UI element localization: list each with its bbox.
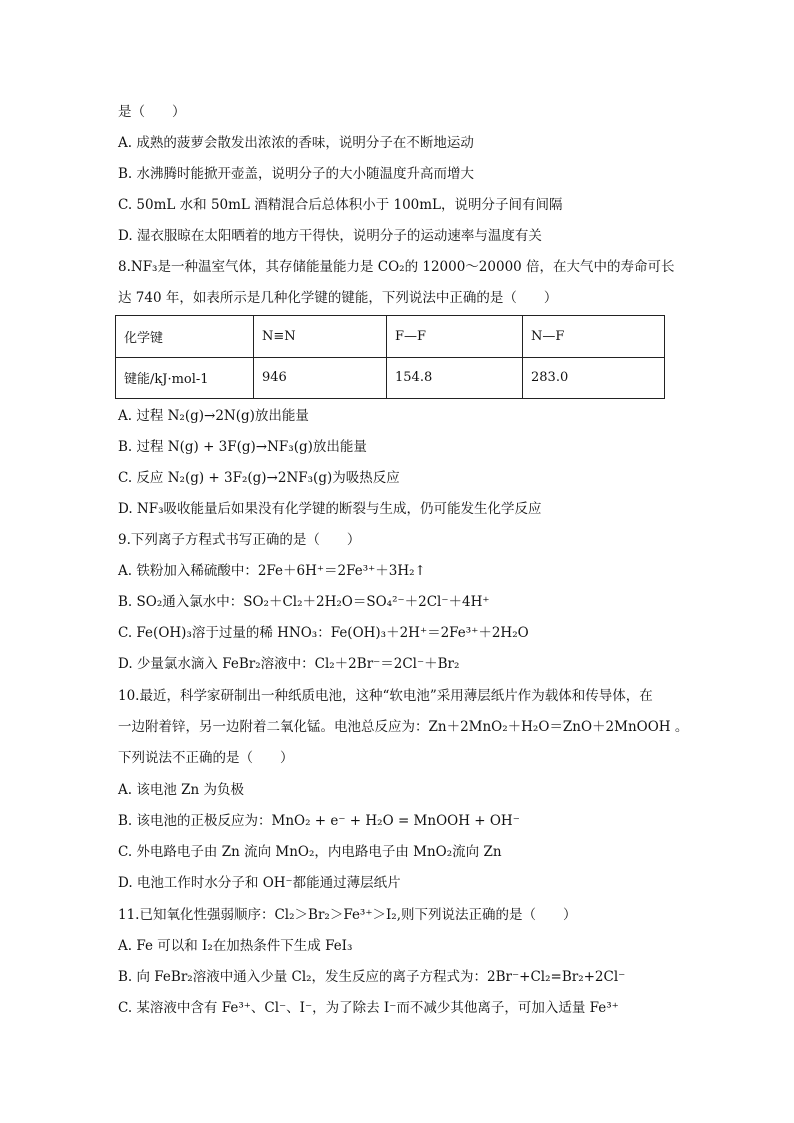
table-header-row — [116, 316, 665, 358]
option-b-q9: B. SO₂通入氯水中：SO₂＋Cl₂＋2H₂O＝SO₄²⁻＋2Cl⁻＋4H⁺ — [118, 594, 490, 610]
option-a-q7: A. 成熟的菠萝会散发出浓浓的香味，说明分子在不断地运动 — [118, 135, 474, 151]
table-row — [116, 357, 665, 399]
option-a-q9: A. 铁粉加入稀硫酸中：2Fe＋6H⁺＝2Fe³⁺＋3H₂↑ — [118, 563, 426, 579]
option-d-q10: D. 电池工作时水分子和 OH⁻都能通过薄层纸片 — [118, 875, 401, 891]
text-line: 是（ ） — [118, 104, 186, 120]
bond-energy-table — [115, 315, 665, 399]
question-10-stem-cont: 一边附着锌，另一边附着二氧化锰。电池总反应为：Zn＋2MnO₂＋H₂O＝ZnO＋2MnOOH 。 — [118, 719, 689, 735]
table-cell: N—F — [523, 316, 665, 358]
table-cell: 键能/kJ·mol-1 — [116, 357, 254, 399]
question-8-stem: 8.NF₃是一种温室气体，其存储能量能力是 CO₂的 12000～20000 倍，在大气中的寿命可长 — [118, 259, 675, 275]
option-c-q7: C. 50mL 水和 50mL 酒精混合后总体积小于 100mL，说明分子间有间隔 — [118, 197, 563, 213]
question-11-stem: 11.已知氧化性强弱顺序：Cl₂＞Br₂＞Fe³⁺＞I₂,则下列说法正确的是（ ） — [118, 907, 577, 923]
table-cell: N≡N — [254, 316, 387, 358]
option-b-q8: B. 过程 N(g) + 3F(g)→NF₃(g)放出能量 — [118, 439, 367, 455]
option-a-q10: A. 该电池 Zn 为负极 — [118, 782, 244, 798]
question-10-stem: 10.最近，科学家研制出一种纸质电池，这种“软电池”采用薄层纸片作为载体和传导体，在 — [118, 688, 653, 704]
option-b-q11: B. 向 FeBr₂溶液中通入少量 Cl₂，发生反应的离子方程式为：2Br⁻+Cl₂=Br₂+2Cl⁻ — [118, 969, 626, 985]
table-cell: 154.8 — [387, 357, 523, 399]
option-b-q7: B. 水沸腾时能掀开壶盖，说明分子的大小随温度升高而增大 — [118, 166, 475, 182]
question-8-stem-cont: 达 740 年，如表所示是几种化学键的键能，下列说法中正确的是（ ） — [118, 290, 558, 306]
question-10-stem-end: 下列说法不正确的是（ ） — [118, 750, 294, 766]
table-cell: 化学键 — [116, 316, 254, 358]
option-d-q9: D. 少量氯水滴入 FeBr₂溶液中：Cl₂＋2Br⁻＝2Cl⁻＋Br₂ — [118, 656, 460, 672]
question-9-stem: 9.下列离子方程式书写正确的是（ ） — [118, 532, 361, 548]
option-c-q9: C. Fe(OH)₃溶于过量的稀 HNO₃：Fe(OH)₃＋2H⁺＝2Fe³⁺＋2H₂O — [118, 625, 529, 641]
option-a-q11: A. Fe 可以和 I₂在加热条件下生成 FeI₃ — [118, 938, 353, 954]
option-d-q7: D. 湿衣服晾在太阳晒着的地方干得快，说明分子的运动速率与温度有关 — [118, 228, 542, 244]
option-c-q8: C. 反应 N₂(g) + 3F₂(g)→2NF₃(g)为吸热反应 — [118, 470, 400, 486]
option-d-q8: D. NF₃吸收能量后如果没有化学键的断裂与生成，仍可能发生化学反应 — [118, 501, 542, 517]
option-a-q8: A. 过程 N₂(g)→2N(g)放出能量 — [118, 408, 309, 424]
option-b-q10: B. 该电池的正极反应为：MnO₂ + e⁻ + H₂O = MnOOH + OH⁻ — [118, 813, 520, 829]
table-cell: 946 — [254, 357, 387, 399]
option-c-q10: C. 外电路电子由 Zn 流向 MnO₂，内电路电子由 MnO₂流向 Zn — [118, 844, 502, 860]
option-c-q11: C. 某溶液中含有 Fe³⁺、Cl⁻、I⁻，为了除去 I⁻而不减少其他离子，可加入适量 Fe³⁺ — [118, 1000, 619, 1016]
table-cell: 283.0 — [523, 357, 665, 399]
table-cell: F—F — [387, 316, 523, 358]
